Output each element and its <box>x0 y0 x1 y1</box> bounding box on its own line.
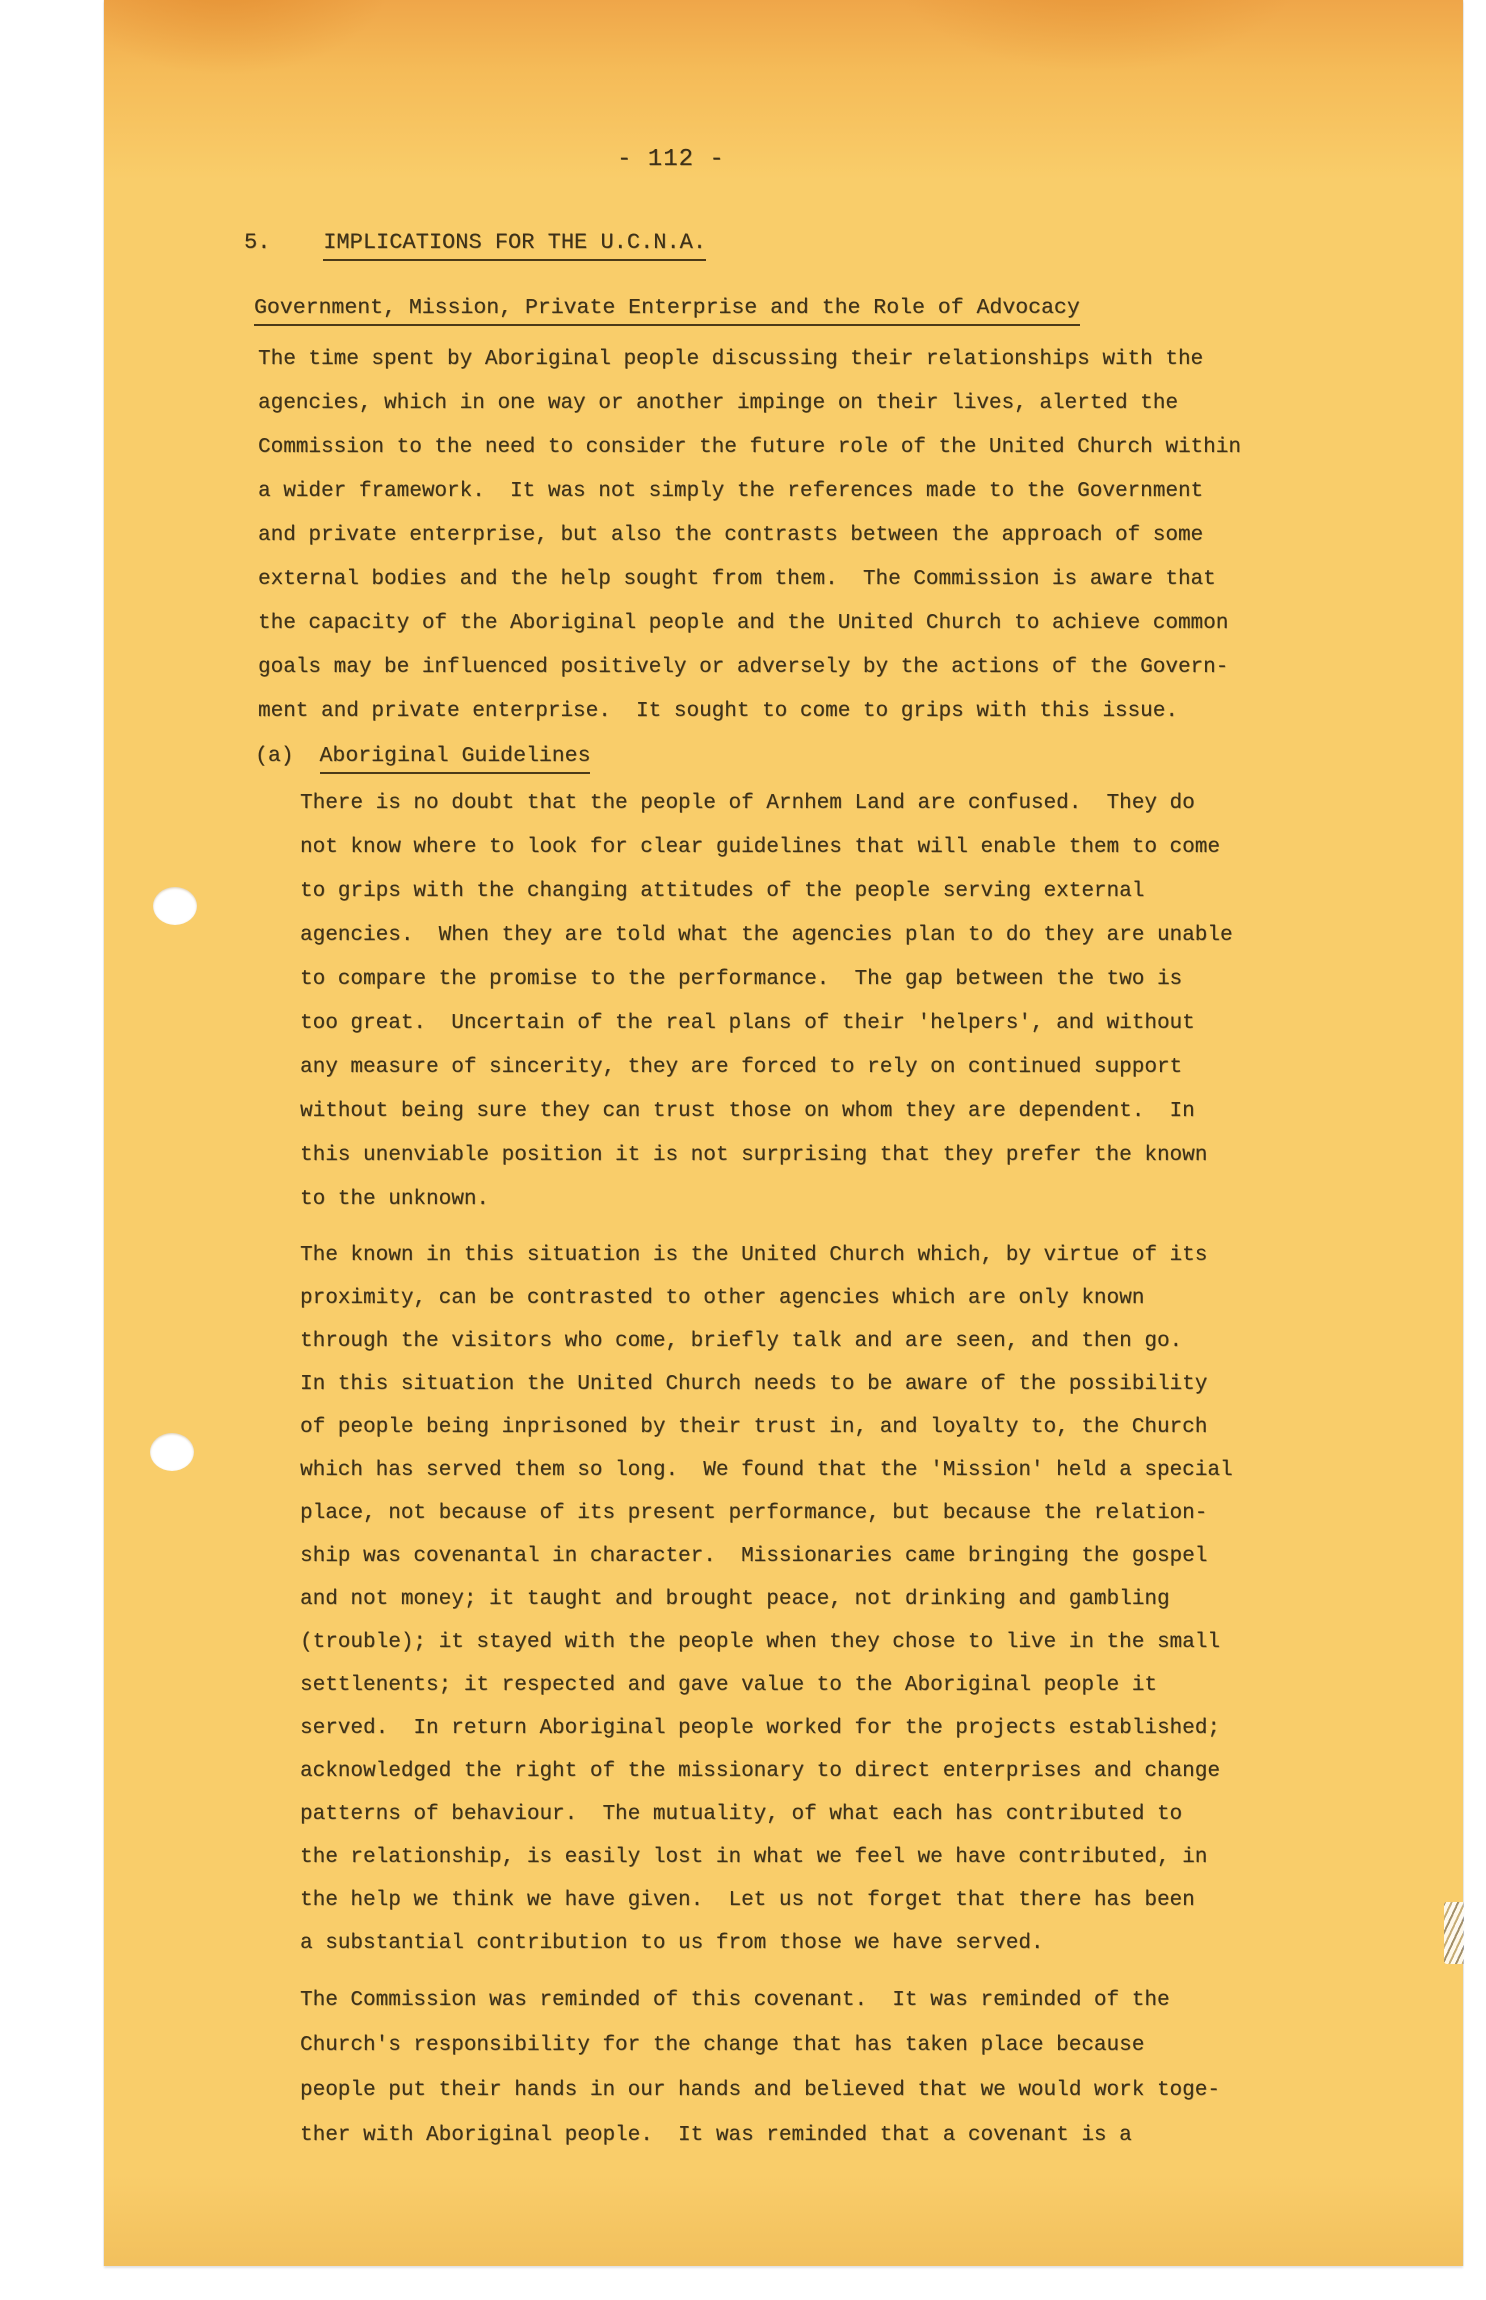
text-line: served. In return Aboriginal people worked for the projects established; <box>300 1717 1220 1740</box>
text-line: to the unknown. <box>300 1188 490 1211</box>
text-line: (trouble); it stayed with the people when they chose to live in the small <box>300 1631 1220 1654</box>
page-number: - 112 - <box>617 146 725 173</box>
text-line: agencies. When they are told what the agencies plan to do they are unable <box>300 924 1233 947</box>
paragraph-a3 <box>300 1978 1220 2158</box>
text-line: and not money; it taught and brought peace, not drinking and gambling <box>300 1588 1170 1611</box>
list-item-a-marker: (a) <box>255 744 294 768</box>
text-line: patterns of behaviour. The mutuality, of what each has contributed to <box>300 1803 1183 1826</box>
list-item-a-title: Aboriginal Guidelines <box>320 744 591 774</box>
text-line: people put their hands in our hands and believed that we would work toge- <box>300 2079 1220 2102</box>
text-line: external bodies and the help sought from them. The Commission is aware that <box>258 568 1216 591</box>
text-line: to grips with the changing attitudes of the people serving external <box>300 880 1145 903</box>
text-line: a substantial contribution to us from those we have served. <box>300 1932 1044 1955</box>
subsection-heading <box>254 296 1080 320</box>
edge-smudge <box>1444 1902 1464 1964</box>
text-line: of people being inprisoned by their trust in, and loyalty to, the Church <box>300 1416 1208 1439</box>
text-line: ment and private enterprise. It sought to come to grips with this issue. <box>258 700 1178 723</box>
paragraph-1 <box>258 338 1241 734</box>
text-line: a wider framework. It was not simply the references made to the Government <box>258 480 1204 503</box>
text-line: which has served them so long. We found that the 'Mission' held a special <box>300 1459 1233 1482</box>
scanned-page <box>104 0 1463 2266</box>
text-line: any measure of sincerity, they are forced to rely on continued support <box>300 1056 1183 1079</box>
text-line: Commission to the need to consider the future role of the United Church within <box>258 436 1241 459</box>
text-line: acknowledged the right of the missionary to direct enterprises and change <box>300 1760 1220 1783</box>
text-line: ship was covenantal in character. Missionaries came bringing the gospel <box>300 1545 1208 1568</box>
text-line: the help we think we have given. Let us not forget that there has been <box>300 1889 1195 1912</box>
section-heading <box>244 230 706 255</box>
section-title: IMPLICATIONS FOR THE U.C.N.A. <box>323 230 706 261</box>
subsection-title: Government, Mission, Private Enterprise and the Role of Advocacy <box>254 296 1080 326</box>
text-line: the capacity of the Aboriginal people and the United Church to achieve common <box>258 612 1229 635</box>
section-number: 5. <box>244 230 271 255</box>
text-line: There is no doubt that the people of Arnhem Land are confused. They do <box>300 792 1195 815</box>
punch-hole <box>150 1433 194 1471</box>
text-line: this unenviable position it is not surprising that they prefer the known <box>300 1144 1208 1167</box>
text-line: The time spent by Aboriginal people discussing their relationships with the <box>258 348 1204 371</box>
text-line: goals may be influenced positively or adversely by the actions of the Govern- <box>258 656 1229 679</box>
list-item-a-heading <box>255 744 590 768</box>
text-line: not know where to look for clear guidelines that will enable them to come <box>300 836 1220 859</box>
text-line: without being sure they can trust those on whom they are dependent. In <box>300 1100 1195 1123</box>
text-line: settlenents; it respected and gave value to the Aboriginal people it <box>300 1674 1157 1697</box>
text-line: to compare the promise to the performance. The gap between the two is <box>300 968 1183 991</box>
text-line: place, not because of its present performance, but because the relation- <box>300 1502 1208 1525</box>
text-line: ther with Aboriginal people. It was reminded that a covenant is a <box>300 2124 1132 2147</box>
text-line: too great. Uncertain of the real plans of their 'helpers', and without <box>300 1012 1195 1035</box>
heading-gap <box>294 744 320 768</box>
paragraph-a1 <box>300 782 1233 1222</box>
text-line: Church's responsibility for the change that has taken place because <box>300 2034 1145 2057</box>
text-line: proximity, can be contrasted to other agencies which are only known <box>300 1287 1145 1310</box>
punch-hole <box>153 887 197 925</box>
text-line: The known in this situation is the United Church which, by virtue of its <box>300 1244 1208 1267</box>
text-line: In this situation the United Church needs to be aware of the possibility <box>300 1373 1208 1396</box>
text-line: and private enterprise, but also the contrasts between the approach of some <box>258 524 1204 547</box>
text-line: the relationship, is easily lost in what we feel we have contributed, in <box>300 1846 1208 1869</box>
heading-gap <box>270 230 323 255</box>
text-line: through the visitors who come, briefly talk and are seen, and then go. <box>300 1330 1183 1353</box>
paragraph-a2 <box>300 1234 1233 1965</box>
text-line: agencies, which in one way or another impinge on their lives, alerted the <box>258 392 1178 415</box>
text-line: The Commission was reminded of this covenant. It was reminded of the <box>300 1989 1170 2012</box>
